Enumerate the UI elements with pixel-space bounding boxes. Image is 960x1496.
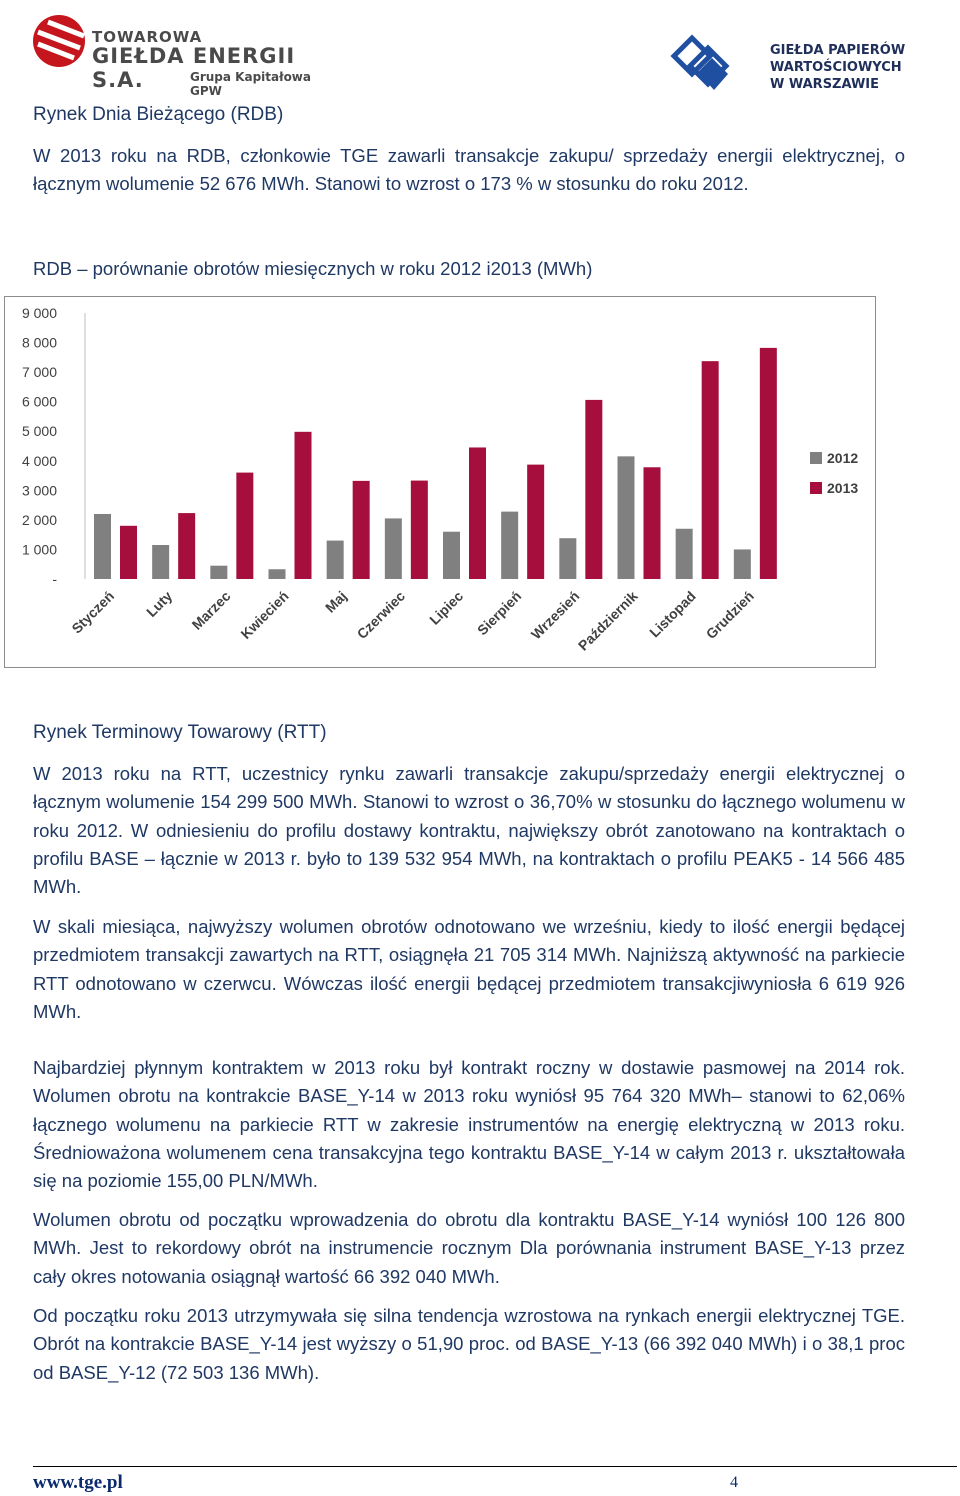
y-tick-label: 2 000 — [21, 511, 57, 528]
bar-2012 — [676, 529, 693, 579]
x-tick-label: Marzec — [188, 587, 234, 633]
bar-2013 — [527, 465, 544, 579]
gpw-logo-line1: GIEŁDA PAPIERÓW — [770, 43, 906, 58]
bar-2012 — [618, 456, 635, 579]
x-tick-label: Styczeń — [68, 587, 118, 637]
x-tick-label: Październik — [574, 587, 641, 654]
bar-2012 — [152, 545, 169, 579]
y-tick-label: 4 000 — [21, 452, 57, 469]
tge-logo-mark-icon — [30, 12, 88, 70]
x-tick-label: Sierpień — [473, 587, 525, 639]
tge-logo-line1: TOWAROWA — [92, 28, 203, 46]
bar-2012 — [385, 518, 402, 579]
y-tick-label: 6 000 — [21, 393, 57, 410]
rtt-paragraph-5: Od początku roku 2013 utrzymywała się silna tendencja wzrostowa na rynkach energii elektrycznej TGE. Obrót na kontrakcie BASE_Y-14 jest wyższy o 51,90 proc. od BASE_Y-13 (66 392 040 MWh) i o 38,1 proc od BASE_Y-12 (72 503 136 MWh). — [33, 1305, 905, 1383]
gpw-logo-line2: WARTOŚCIOWYCH — [770, 60, 902, 75]
rdb-paragraph: W 2013 roku na RDB, członkowie TGE zawarli transakcje zakupu/ sprzedaży energii elektrycznej, o łącznym wolumenie 52 676 MWh. Stanowi to wzrost o 173 % w stosunku do roku 2012. — [33, 145, 905, 195]
tge-logo-line2: GIEŁDA ENERGII S.A. — [92, 44, 296, 92]
x-tick-label: Wrzesień — [527, 587, 583, 643]
rdb-chart-svg — [5, 297, 875, 667]
bar-2012 — [269, 569, 286, 579]
bar-2012 — [210, 566, 227, 579]
bar-2012 — [94, 514, 111, 579]
gpw-logo-mark-icon — [668, 32, 734, 96]
bar-2013 — [295, 432, 312, 579]
footer-url: www.tge.pl — [33, 1472, 123, 1493]
page-number: 4 — [730, 1474, 738, 1491]
bar-2013 — [644, 467, 661, 579]
y-tick-label: - — [52, 571, 57, 587]
y-tick-label: 9 000 — [21, 305, 57, 321]
chart-title: RDB – porównanie obrotów miesięcznych w roku 2012 i2013 (MWh) — [33, 258, 593, 279]
y-tick-label: 7 000 — [21, 364, 57, 381]
x-tick-label: Czerwiec — [353, 587, 408, 643]
bar-2012 — [559, 538, 576, 579]
rtt-heading: Rynek Terminowy Towarowy (RTT) — [33, 722, 327, 743]
bar-2013 — [585, 400, 602, 579]
x-tick-label: Grudzień — [702, 587, 757, 643]
legend-label-2012: 2012 — [827, 450, 859, 466]
bar-2012 — [443, 532, 460, 579]
bar-2013 — [353, 481, 370, 579]
rdb-heading: Rynek Dnia Bieżącego (RDB) — [33, 104, 284, 125]
x-tick-label: Lipiec — [426, 587, 467, 628]
tge-logo — [30, 12, 340, 98]
x-tick-label: Luty — [143, 587, 176, 621]
bar-2012 — [501, 512, 518, 579]
legend-swatch-2013 — [810, 482, 822, 494]
rtt-paragraph-3: Najbardziej płynnym kontraktem w 2013 roku był kontrakt roczny w dostawie pasmowej na 2014 rok. Wolumen obrotu na kontrakcie BASE_Y-14 w 2013 roku wyniósł 95 764 320 MWh– stanowi to 62,06% łącznego wolumenu na parkiecie RTT w zakresie instrumentów na energię elektryczną w 2013 roku. Średnioważona wolumenem cena transakcyjna tego kontraktu BASE_Y-14 w całym 2013 r. ukształtowała się na poziomie 155,00 PLN/MWh. — [33, 1057, 905, 1192]
y-tick-label: 5 000 — [21, 423, 57, 440]
bar-2013 — [236, 473, 253, 579]
x-tick-label: Kwiecień — [237, 587, 292, 643]
y-tick-label: 3 000 — [21, 482, 57, 499]
rtt-paragraph-2: W skali miesiąca, najwyższy wolumen obrotów odnotowano we wrześniu, kiedy to ilość energii będącej przedmiotem transakcji zawartych na RTT, osiągnęła 21 705 314 MWh. Najniższą aktywność na parkiecie RTT odnotowano w czerwcu. Wówczas ilość energii będącej przedmiotem transakcjiwyniosła 6 619 926 MWh. — [33, 916, 905, 1022]
rtt-paragraph-1: W 2013 roku na RTT, uczestnicy rynku zawarli transakcje zakupu/sprzedaży energii elektrycznej o łącznym wolumenie 154 299 500 MWh. Stanowi to wzrost o 36,70% w stosunku do łącznego wolumenu w roku 2012. W odniesieniu do profilu dostawy kontraktu, największy obrót zanotowano na kontraktach o profilu BASE – łącznie w 2013 r. było to 139 532 954 MWh, na kontraktach o profilu PEAK5 - 14 566 485 MWh. — [33, 763, 905, 898]
gpw-logo-line3: W WARSZAWIE — [770, 77, 880, 92]
x-tick-label: Listopad — [646, 587, 699, 641]
legend-label-2013: 2013 — [827, 480, 859, 496]
y-tick-label: 1 000 — [21, 541, 57, 558]
bar-2013 — [120, 526, 137, 579]
bar-2012 — [327, 541, 344, 579]
x-tick-label: Maj — [321, 587, 350, 616]
bar-2013 — [469, 447, 486, 579]
gpw-logo — [668, 32, 938, 96]
rdb-chart — [4, 296, 876, 668]
rtt-paragraph-4: Wolumen obrotu od początku wprowadzenia do obrotu dla kontraktu BASE_Y-14 wyniósł 100 126 800 MWh. Jest to rekordowy obrót na instrumencie rocznym Dla porównania instrument BASE_Y-13 przez cały okres notowania osiągnął wartość 66 392 040 MWh. — [33, 1209, 905, 1287]
bar-2013 — [411, 481, 428, 579]
bar-2012 — [734, 549, 751, 579]
bar-2013 — [178, 513, 195, 579]
footer-divider — [33, 1466, 957, 1467]
tge-logo-line3: Grupa Kapitałowa GPW — [190, 70, 311, 98]
y-tick-label: 8 000 — [21, 334, 57, 351]
gpw-logo-text — [770, 42, 905, 93]
bar-2013 — [760, 348, 777, 579]
bar-2013 — [702, 361, 719, 579]
legend-swatch-2012 — [810, 452, 822, 464]
